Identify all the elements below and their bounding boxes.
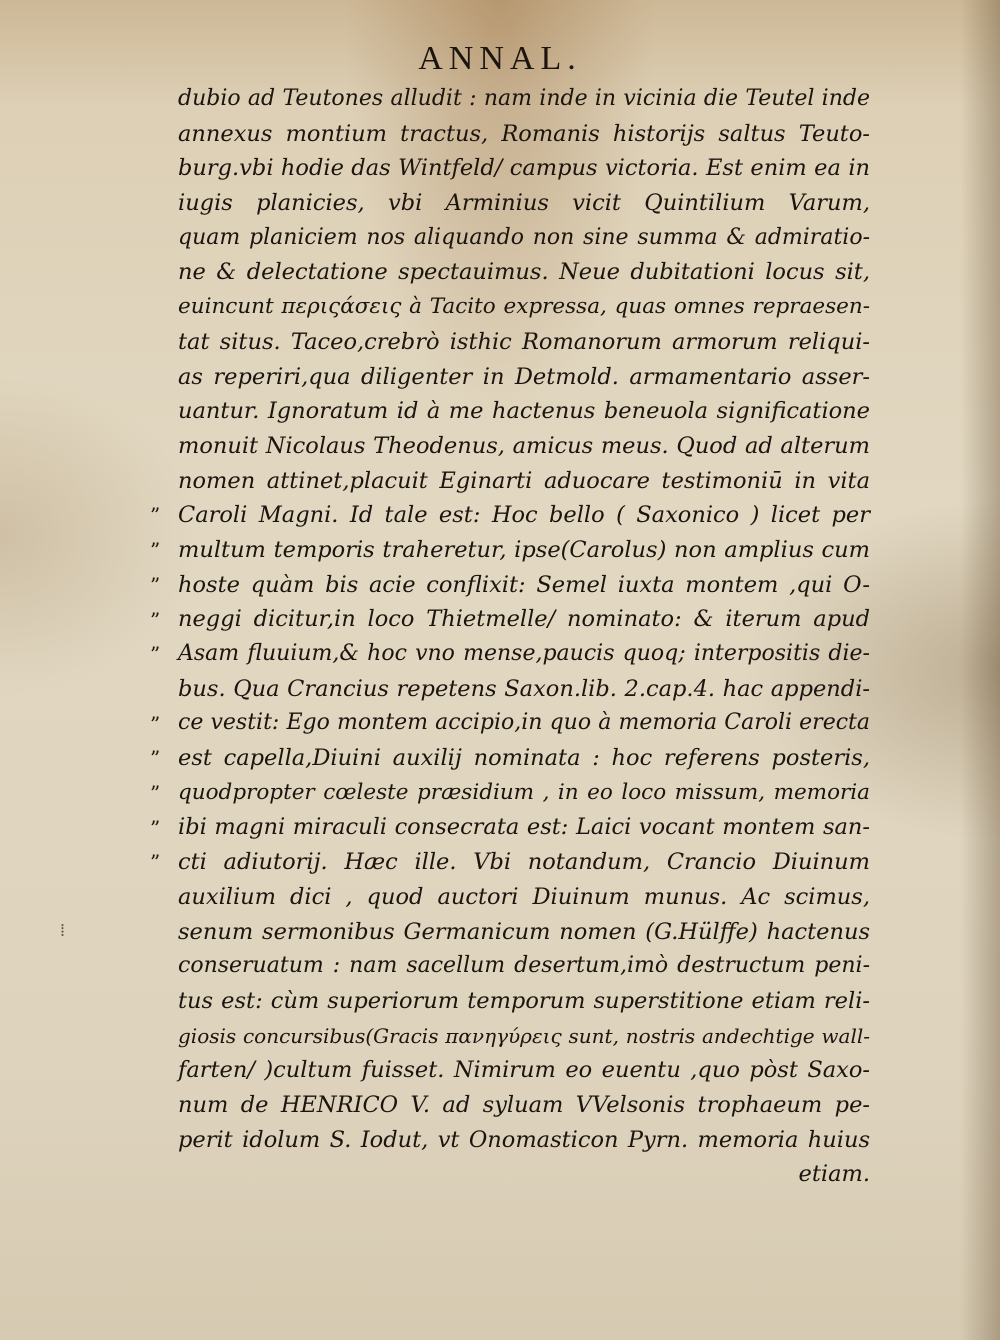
text-line: bus. Qua Crancius repetens Saxon.lib. 2.cap.4. hac appendi- bbox=[178, 675, 870, 702]
text-line: as reperiri,qua diligenter in Detmold. armamentario asser- bbox=[178, 363, 870, 390]
text-line: etiam. bbox=[798, 1161, 870, 1188]
text-line: iugis planicies, vbi Arminius vicit Quintilium Varum, bbox=[178, 190, 870, 217]
text-line: quodpropter cœleste præsidium , in eo loco missum, memoria bbox=[178, 779, 870, 805]
text-line: perit idolum S. Iodut, vt Onomasticon Pyrn. memoria huius bbox=[178, 1126, 870, 1153]
quotation-mark: ” bbox=[150, 746, 161, 771]
text-line: hoste quàm bis acie conflixit: Semel iuxta montem ,qui O- bbox=[178, 571, 870, 598]
text-line: quam planiciem nos aliquando non sine summa & admiratio- bbox=[178, 224, 870, 250]
text-line: tat situs. Taceo,crebrò isthic Romanorum armorum reliqui- bbox=[178, 328, 870, 355]
text-line: Asam fluuium,& hoc vno mense,paucis quoq; interpositis die- bbox=[178, 641, 870, 666]
quotation-mark: ” bbox=[150, 781, 161, 805]
running-header: ANNAL. bbox=[418, 40, 582, 77]
quotation-mark: ” bbox=[150, 503, 161, 528]
text-line: ne & delectatione spectauimus. Neue dubitationi locus sit, bbox=[178, 259, 870, 286]
quotation-mark: ” bbox=[150, 572, 161, 597]
text-line: ce vestit: Ego montem accipio,in quo à memoria Caroli erecta bbox=[178, 710, 870, 736]
text-line: ibi magni miraculi consecrata est: Laici vocant montem san- bbox=[178, 814, 870, 841]
text-line: est capella,Diuini auxilij nominata : hoc referens posteris, bbox=[178, 745, 870, 772]
text-line: giosis concursibus(Gracis πανηγύρεις sunt, nostris andechtige wall- bbox=[178, 1023, 870, 1048]
text-line: cti adiutorij. Hæc ille. Vbi notandum, Crancio Diuinum bbox=[178, 849, 870, 876]
body-text bbox=[178, 82, 870, 1192]
text-line: euincunt περιςάσεις à Tacito expressa, quas omnes repraesen- bbox=[178, 294, 870, 320]
text-line: farten/ )cultum fuisset. Nimirum eo euentu ,quo pòst Saxo- bbox=[178, 1057, 870, 1084]
text-line: tus est: cùm superiorum temporum superstitione etiam reli- bbox=[178, 987, 870, 1014]
text-line: multum temporis traheretur, ipse(Carolus) non amplius cum bbox=[178, 536, 870, 563]
text-line: auxilium dici , quod auctori Diuinum munus. Ac scimus, bbox=[178, 883, 870, 910]
text-line: burg.vbi hodie das Wintfeld/ campus victoria. Est enim ea in bbox=[178, 155, 870, 182]
quotation-mark: ” bbox=[150, 642, 161, 667]
text-line: nomen attinet,placuit Eginarti aduocare testimoniū in vita bbox=[178, 467, 870, 494]
text-line: annexus montium tractus, Romanis historijs saltus Teuto- bbox=[178, 120, 870, 147]
quotation-mark: ” bbox=[150, 607, 161, 632]
text-line: num de HENRICO V. ad syluam VVelsonis trophaeum pe- bbox=[178, 1091, 870, 1118]
text-line: Caroli Magni. Id tale est: Hoc bello ( Saxonico ) licet per bbox=[178, 502, 870, 529]
margin-ink-mark: ⁞ bbox=[60, 920, 66, 941]
quotation-mark: ” bbox=[150, 538, 161, 563]
quotation-mark: ” bbox=[150, 850, 161, 875]
text-line: neggi dicitur,in loco Thietmelle/ nominato: & iterum apud bbox=[178, 606, 870, 633]
text-line: monuit Nicolaus Theodenus, amicus meus. Quod ad alterum bbox=[178, 432, 870, 459]
quotation-mark: ” bbox=[150, 711, 161, 736]
text-line: dubio ad Teutones alludit : nam inde in vicinia die Teutel inde bbox=[178, 86, 870, 111]
text-line: senum sermonibus Germanicum nomen (G.Hülffe) hactenus bbox=[178, 918, 870, 945]
text-line: uantur. Ignoratum id à me hactenus beneuola significatione bbox=[178, 398, 870, 425]
text-line: conseruatum : nam sacellum desertum,imò destructum peni- bbox=[178, 953, 870, 979]
quotation-mark: ” bbox=[150, 815, 161, 840]
